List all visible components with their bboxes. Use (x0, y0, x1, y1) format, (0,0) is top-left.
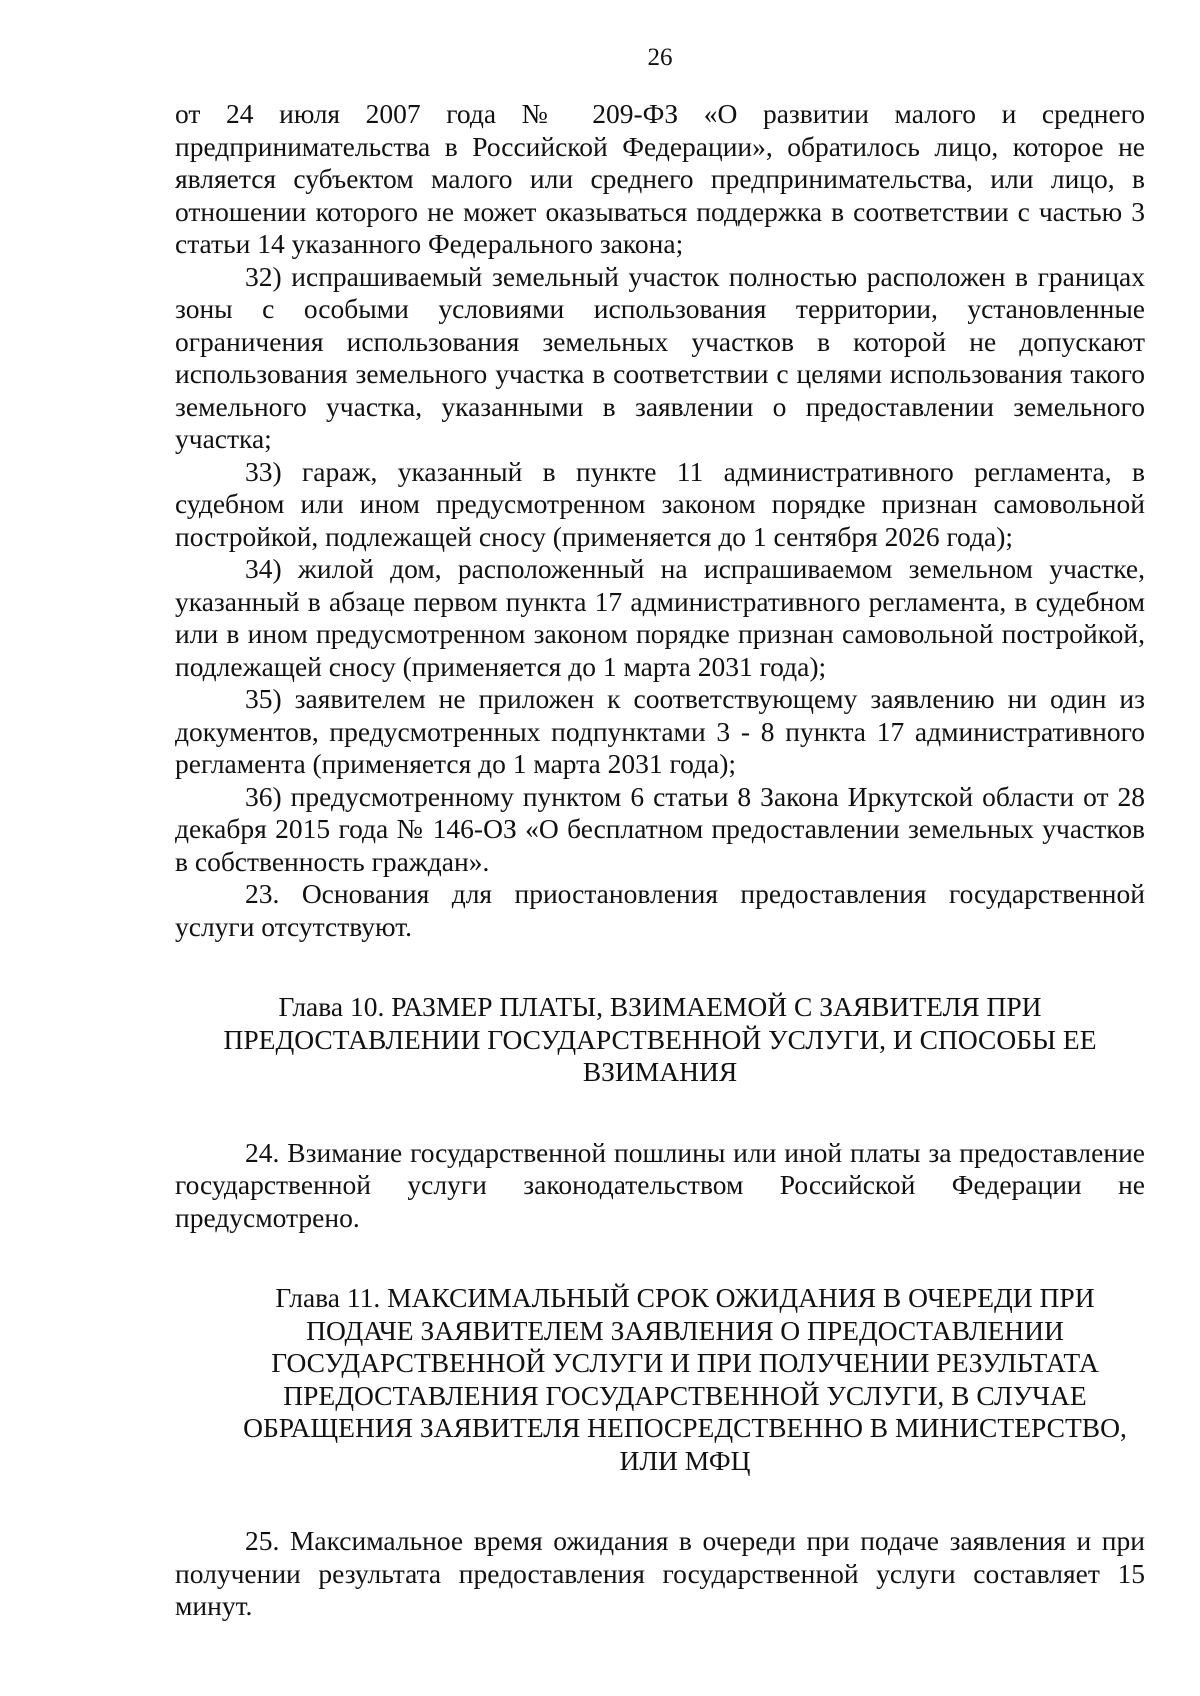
paragraph-33: 33) гараж, указанный в пункте 11 административного регламента, в судебном или ином предусмотренном законом порядке признан самовольной постройкой, подлежащей сносу (применяется до 1 сентября 2026 года); (175, 455, 1145, 552)
chapter-11-heading-line: ПОДАЧЕ ЗАЯВИТЕЛЕМ ЗАЯВЛЕНИЯ О ПРЕДОСТАВЛЕНИИ (306, 1314, 1064, 1346)
chapter-10-heading-line: ПРЕДОСТАВЛЕНИИ ГОСУДАРСТВЕННОЙ УСЛУГИ, И СПОСОБЫ ЕЕ (223, 1023, 1097, 1055)
chapter-11-heading-line: Глава 11. МАКСИМАЛЬНЫЙ СРОК ОЖИДАНИЯ В ОЧЕРЕДИ ПРИ (275, 1282, 1095, 1313)
paragraph-35: 35) заявителем не приложен к соответствующему заявлению ни один из документов, предусмотренных подпунктами 3 - 8 пункта 17 административного регламента (применяется до 1 марта 2031 года); (175, 683, 1145, 779)
chapter-10-heading-line: ВЗИМАНИЯ (582, 1056, 738, 1087)
chapter-11-heading (175, 1282, 1145, 1477)
chapter-11-heading-line: ОБРАЩЕНИЯ ЗАЯВИТЕЛЯ НЕПОСРЕДСТВЕННО В МИНИСТЕРСТВО, (243, 1412, 1127, 1443)
page-number: 26 (647, 44, 673, 71)
chapter-10-heading (175, 991, 1145, 1089)
chapter-11-heading-line: ИЛИ МФЦ (619, 1444, 751, 1476)
document-body (175, 98, 1145, 1623)
chapter-10-heading-line: Глава 10. РАЗМЕР ПЛАТЫ, ВЗИМАЕМОЙ С ЗАЯВИТЕЛЯ ПРИ (278, 991, 1042, 1022)
chapter-11-heading-line: ГОСУДАРСТВЕННОЙ УСЛУГИ И ПРИ ПОЛУЧЕНИИ РЕЗУЛЬТАТА (271, 1347, 1099, 1378)
paragraph-32: 32) испрашиваемый земельный участок полностью расположен в границах зоны с особыми условиями использования территории, установленные ограничения использования земельных участков в которой не допускают использования земельного участка в соответствии с целями использования такого земельного участка, указанными в заявлении о предоставлении земельного участка; (175, 260, 1145, 454)
chapter-11-heading-line: ПРЕДОСТАВЛЕНИЯ ГОСУДАРСТВЕННОЙ УСЛУГИ, В СЛУЧАЕ (283, 1379, 1087, 1411)
paragraph-36: 36) предусмотренному пунктом 6 статьи 8 Закона Иркутской области от 28 декабря 2015 года № 146-ОЗ «О бесплатном предоставлении земельных участков в собственность граждан». (175, 780, 1145, 877)
paragraph-continuation: от 24 июля 2007 года № 209-ФЗ «О развитии малого и среднего предпринимательства в Российской Федерации», обратилось лицо, которое не является субъектом малого или среднего предпринимательства, или лицо, в отношении которого не может оказываться поддержка в соответствии с частью 3 статьи 14 указанного Федерального закона; (175, 98, 1145, 259)
paragraph-23: 23. Основания для приостановления предоставления государственной услуги отсутствуют. (175, 878, 1145, 942)
paragraph-34: 34) жилой дом, расположенный на испрашиваемом земельном участке, указанный в абзаце первом пункта 17 административного регламента, в судебном или в ином предусмотренном законом порядке признан самовольной постройкой, подлежащей сносу (применяется до 1 марта 2031 года); (175, 553, 1145, 682)
paragraph-25: 25. Максимальное время ожидания в очереди при подаче заявления и при получении результата предоставления государственной услуги составляет 15 минут. (175, 1525, 1145, 1621)
paragraph-24: 24. Взимание государственной пошлины или иной платы за предоставление государственной услуги законодательством Российской Федерации не предусмотрено. (175, 1136, 1145, 1233)
